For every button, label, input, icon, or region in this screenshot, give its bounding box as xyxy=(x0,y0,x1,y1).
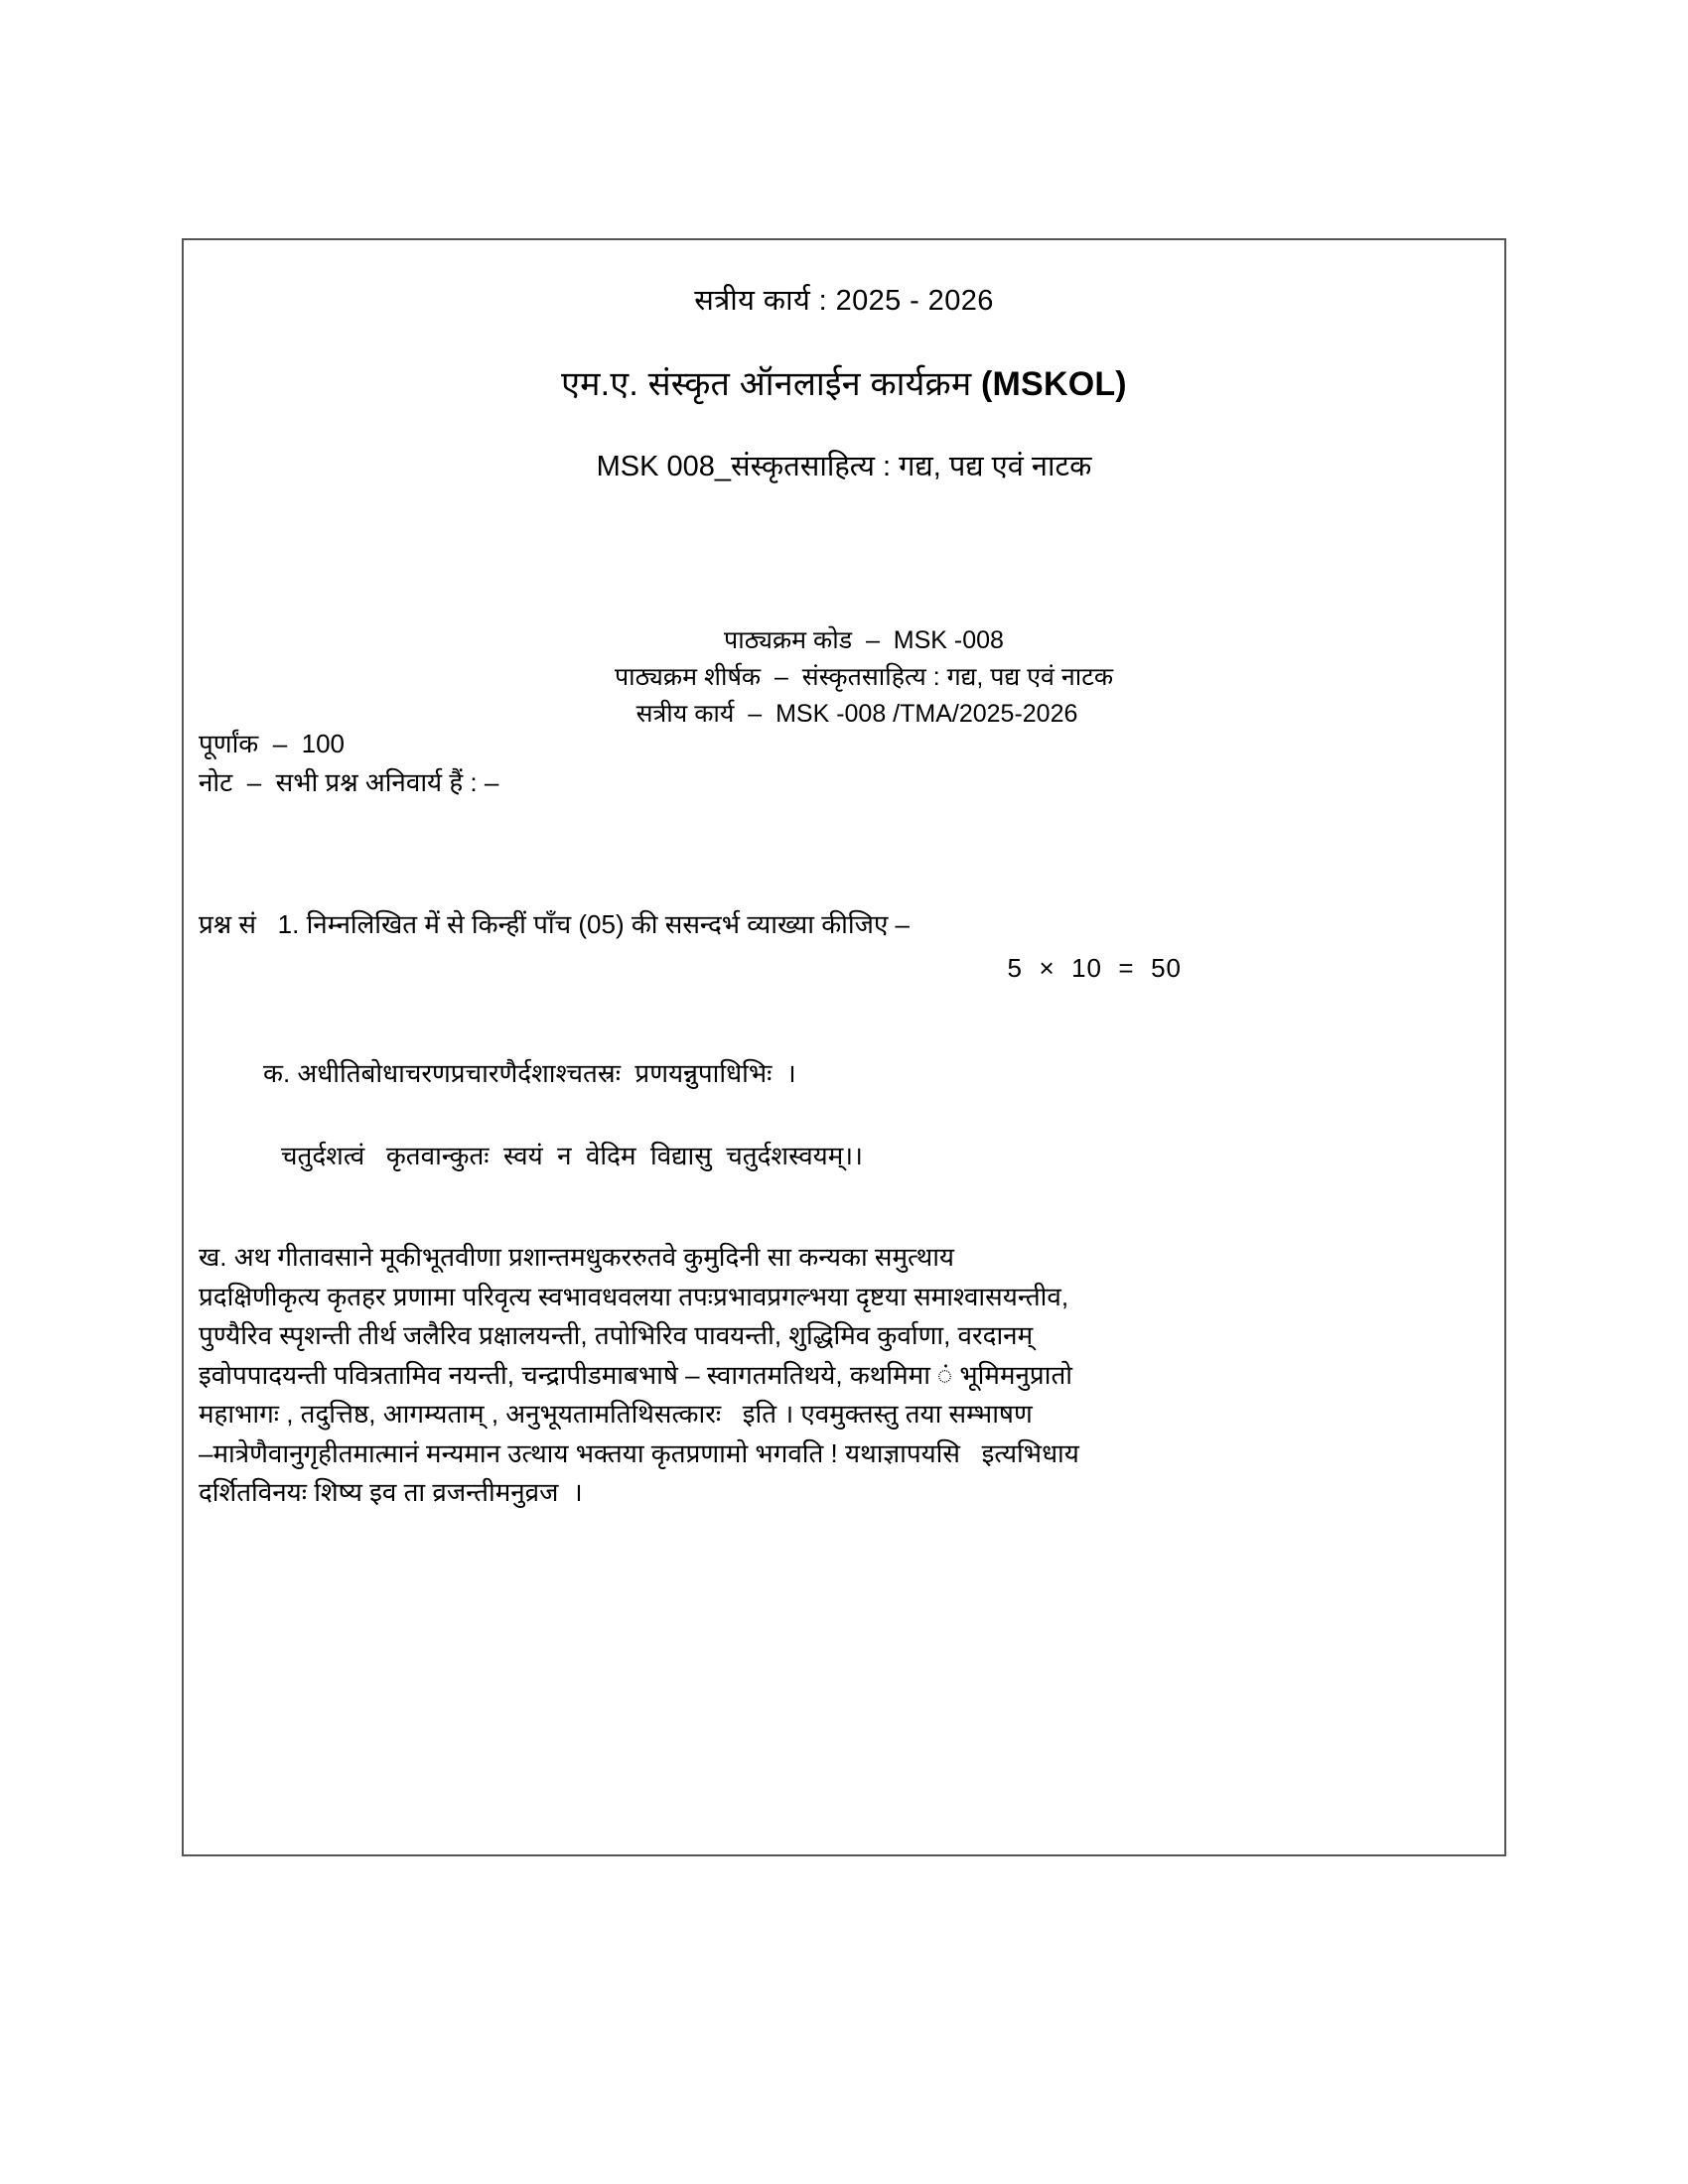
item-kha-prose xyxy=(199,1238,1479,1513)
prose-line: पुण्यैरिव स्पृशन्ती तीर्थ जलैरिव प्रक्षालयन्ती, तपोभिरिव पावयन्ती, शुद्धिमिव कुर्वाणा, वरदानम् xyxy=(199,1320,1034,1350)
course-detail-block xyxy=(184,622,1504,733)
prose-line: ख. अथ गीतावसाने मूकीभूतवीणा प्रशान्तमधुकररुतवे कुमुदिनी सा कन्यका समुत्थाय xyxy=(199,1242,955,1272)
question-number: प्रश्न सं 1. xyxy=(199,909,300,939)
prose-line: प्रदक्षिणीकृत्य कृतहर प्रणामा परिवृत्य स्वभावधवलया तपःप्रभावप्रगल्भया दृष्टया समाश्वासयन्तीव, xyxy=(199,1281,1069,1311)
instruction-line: नोट – सभी प्रश्न अनिवार्य हैं : – xyxy=(199,767,499,797)
prose-line: –मात्रेणैवानुगृहीतमात्मानं मन्यमान उत्थाय भक्तया कृतप्रणामो भगवति ! यथाज्ञापयसि इत्यभिधाय xyxy=(199,1437,1079,1468)
course-title-line: पाठ्यक्रम शीर्षक – संस्कृतसाहित्य : गद्य, पद्य एवं नाटक xyxy=(614,663,1114,691)
page-border-frame xyxy=(182,238,1506,1856)
question-text: निम्नलिखित में से किन्हीं पाँच (05) की ससन्दर्भ व्याख्या कीजिए – xyxy=(299,909,911,939)
question-1-marks: 5 × 10 = 50 xyxy=(1007,953,1182,983)
item-ka-line-2: चतुर्दशत्वं कृतवान्कुतः स्वयं न वेदिम विद्यासु चतुर्दशस्वयम्।। xyxy=(281,1141,864,1170)
assignment-code-line: सत्रीय कार्य – MSK -008 /TMA/2025-2026 xyxy=(635,700,1078,728)
marks-and-instructions xyxy=(199,725,498,802)
max-marks-line: पूर्णांक – 100 xyxy=(199,729,346,758)
question-1 xyxy=(199,905,910,941)
prose-line: दर्शितविनयः शिष्य इव ता व्रजन्तीमनुव्रज । xyxy=(199,1477,583,1507)
prose-line: महाभागः , तदुत्तिष्ठ, आगम्यताम् , अनुभूयतामतिथिसत्कारः इति । एवमुक्तस्तु तया सम्भाषण xyxy=(199,1399,1033,1429)
program-code-text: (MSKOL) xyxy=(981,365,1127,403)
program-heading xyxy=(184,359,1504,405)
course-code-line: पाठ्यक्रम कोड – MSK -008 xyxy=(724,626,1004,654)
item-ka-line-1: क. अधीतिबोधाचरणप्रचारणैर्दशाश्चतस्रः प्रणयन्नुपाधिभिः । xyxy=(263,1058,796,1088)
course-heading: MSK 008_संस्कृतसाहित्य : गद्य, पद्य एवं नाटक xyxy=(596,451,1092,482)
session-heading: सत्रीय कार्य : 2025 - 2026 xyxy=(694,285,994,317)
page-content xyxy=(184,240,1504,1854)
program-name-text: एम.ए. संस्कृत ऑनलाईन कार्यक्रम xyxy=(561,365,982,403)
prose-line: इवोपपादयन्ती पवित्रतामिव नयन्ती, चन्द्रापीडमाबभाषे – स्वागतमतिथये, कथमिमा ं भूमिमनुप्रातो xyxy=(199,1359,1073,1390)
